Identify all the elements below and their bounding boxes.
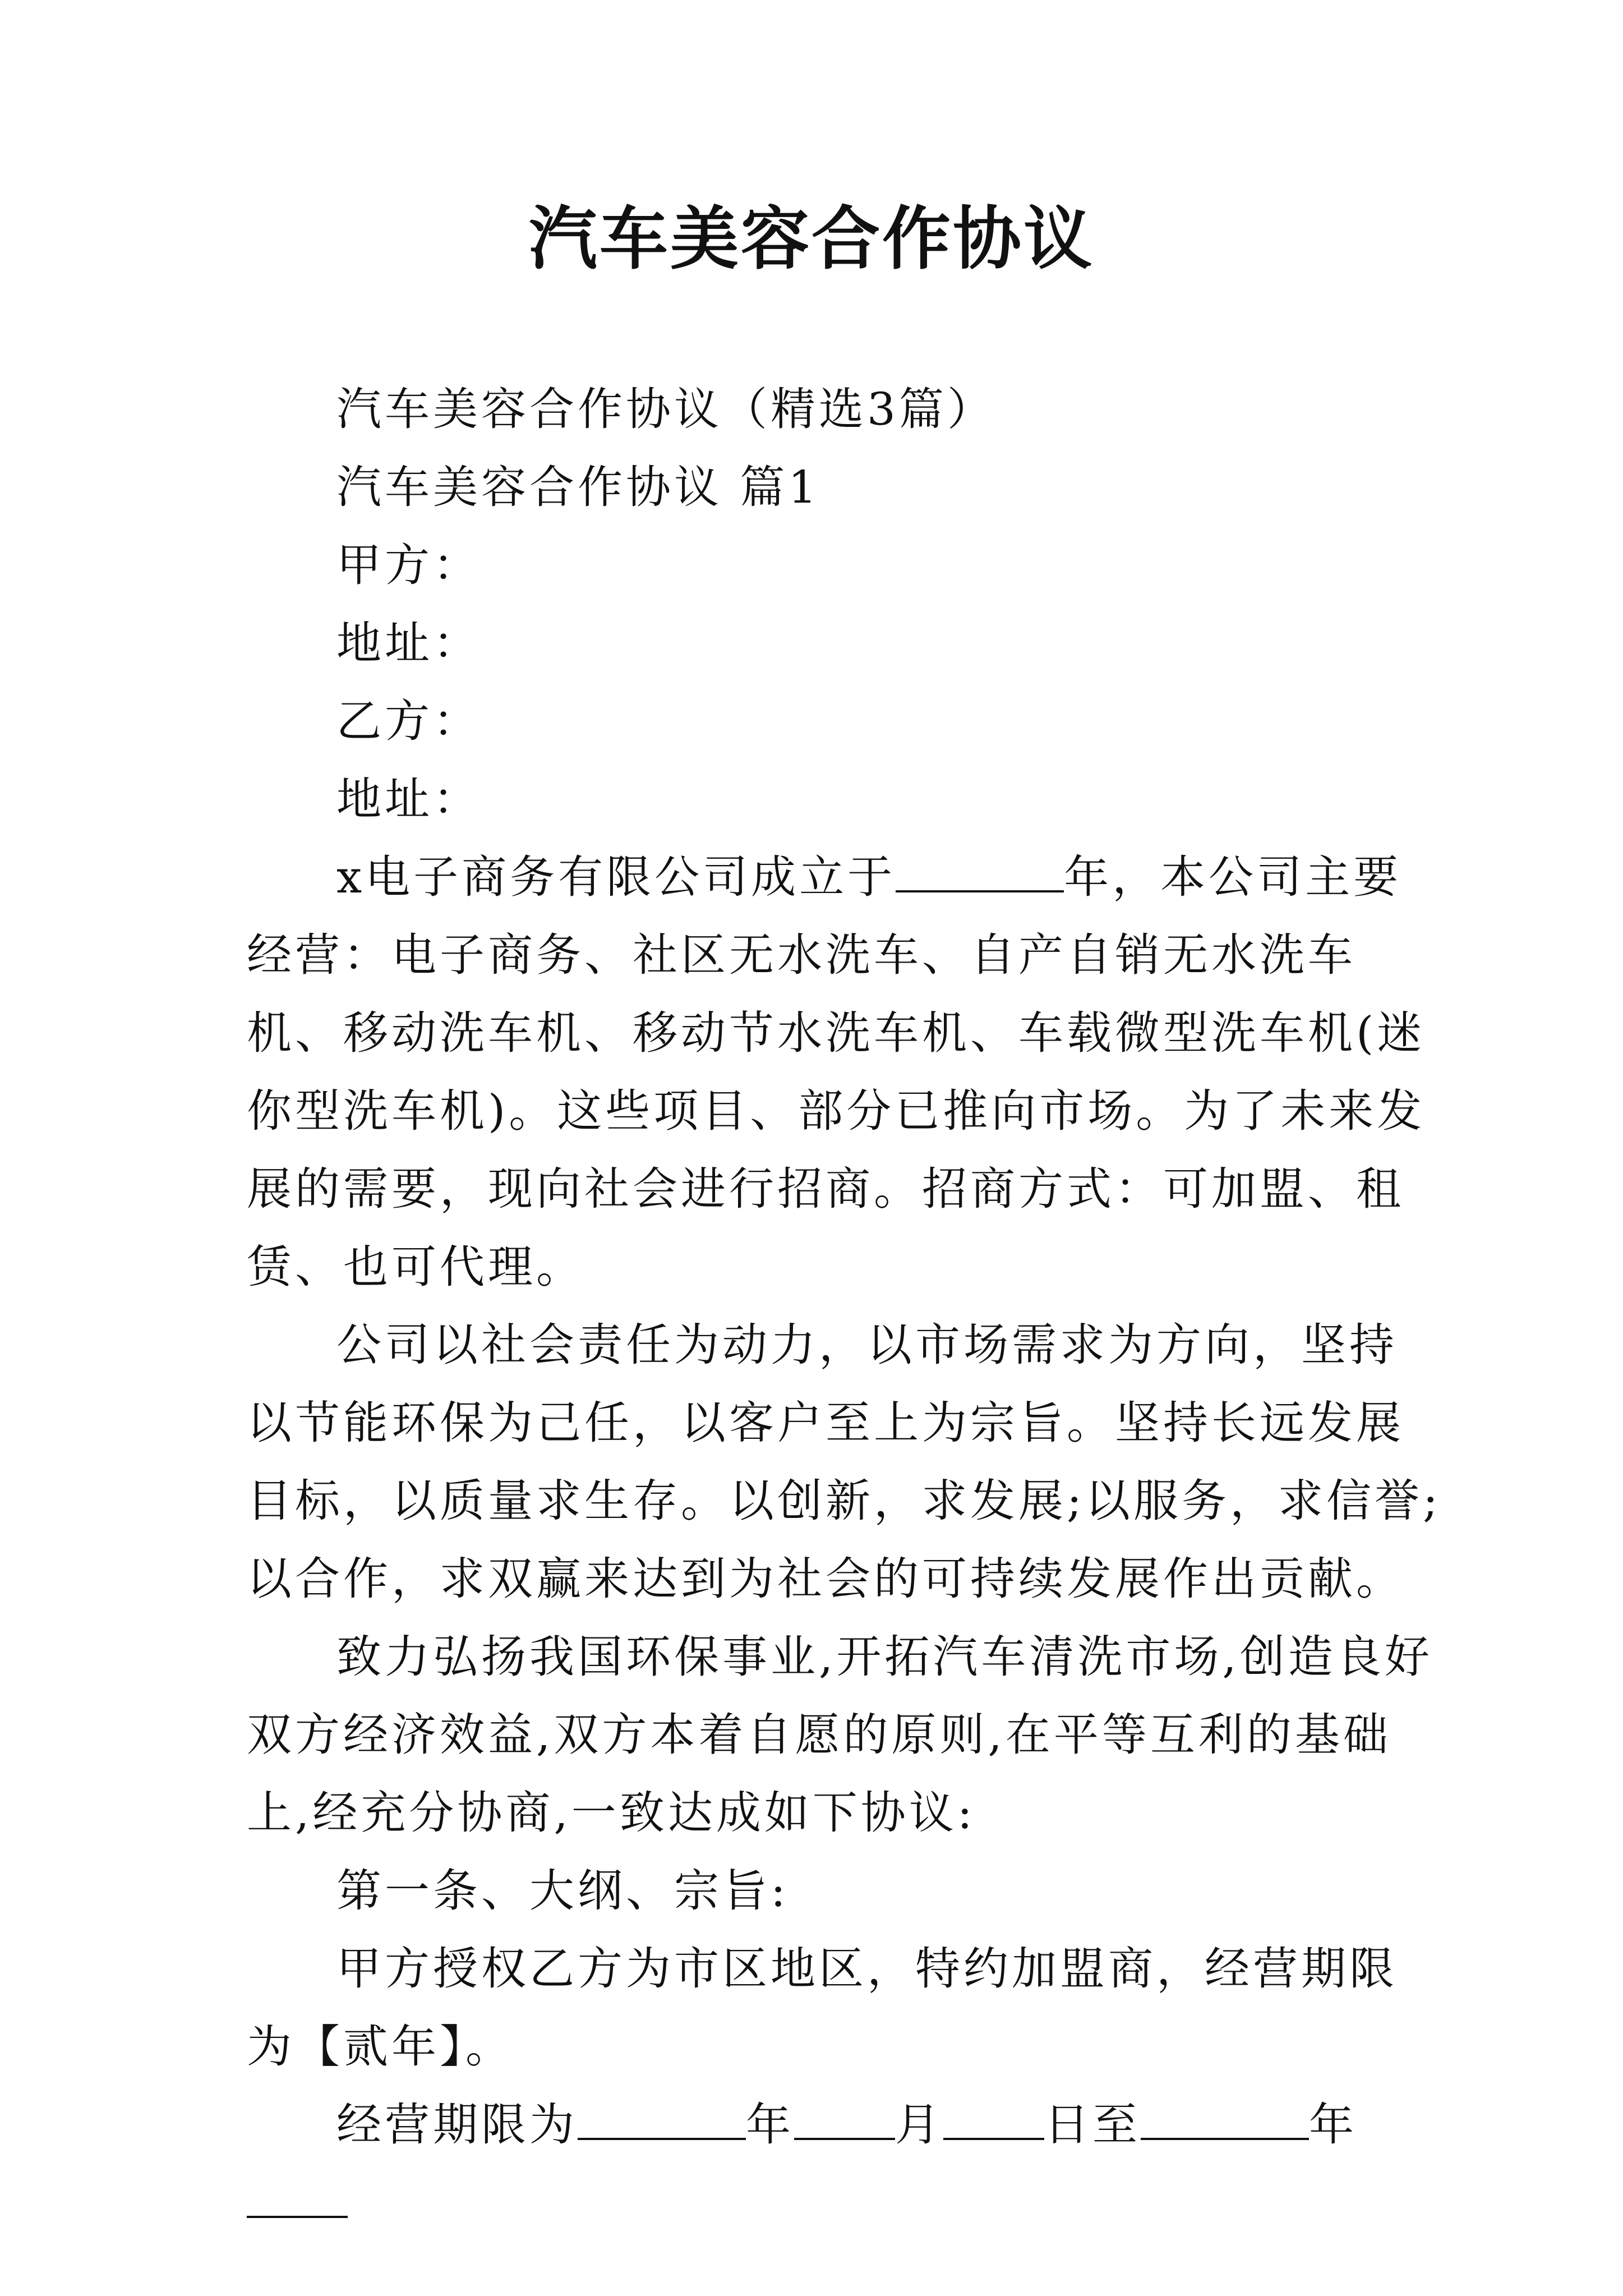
paragraph-term bbox=[247, 2086, 1441, 2242]
party-b-label: 乙方： bbox=[336, 695, 481, 747]
document-body bbox=[247, 370, 1441, 2242]
end-month-blank bbox=[247, 2174, 348, 2218]
party-b-address-label: 地址： bbox=[336, 773, 481, 825]
month-label: 月 bbox=[895, 2099, 943, 2151]
party-a-address-label: 地址： bbox=[336, 617, 481, 669]
article-one-heading: 第一条、大纲、宗旨: bbox=[336, 1865, 789, 1917]
party-a-label: 甲方： bbox=[336, 539, 481, 591]
document-title: 汽车美容合作协议 bbox=[529, 198, 1094, 279]
year-blank bbox=[896, 849, 1064, 892]
year-label: 年 bbox=[746, 2099, 794, 2151]
day-to-label: 日至 bbox=[1044, 2099, 1141, 2151]
paragraph-subtitle: 汽车美容合作协议（精选3篇） bbox=[336, 383, 995, 435]
start-month-blank bbox=[794, 2096, 895, 2140]
paragraph-company-mission: 公司以社会责任为动力，以市场需求为方向，坚持以节能环保为己任，以客户至上为宗旨。坚持长远发展目标，以质量求生存。以创新，求发展;以服务，求信誉;以合作，求双赢来达到为社会的可持续发展作出贡献。 bbox=[247, 1319, 1441, 1605]
paragraph-authorization: 甲方授权乙方为市区地区，特约加盟商，经营期限为【贰年】。 bbox=[247, 1943, 1398, 2073]
paragraph-company-intro bbox=[247, 838, 1441, 1306]
company-intro-rest: 年，本公司主要经营：电子商务、社区无水洗车、自产自销无水洗车机、移动洗车机、移动节水洗车机、车载微型洗车机(迷你型洗车机)。这些项目、部分已推向市场。为了未来发展的需要，现向社会进行招商。招商方式：可加盟、租赁、也可代理。 bbox=[247, 851, 1426, 1293]
start-year-blank bbox=[578, 2096, 746, 2140]
end-year-blank bbox=[1141, 2096, 1309, 2140]
company-intro-start: x电子商务有限公司成立于 bbox=[336, 851, 896, 903]
term-label: 经营期限为 bbox=[336, 2099, 578, 2151]
paragraph-section-heading: 汽车美容合作协议 篇1 bbox=[336, 461, 820, 513]
paragraph-agreement-purpose: 致力弘扬我国环保事业,开拓汽车清洗市场,创造良好双方经济效益,双方本着自愿的原则,在平等互利的基础上,经充分协商,一致达成如下协议: bbox=[247, 1631, 1433, 1839]
start-day-blank bbox=[943, 2096, 1044, 2140]
end-year-label: 年 bbox=[1309, 2099, 1357, 2151]
